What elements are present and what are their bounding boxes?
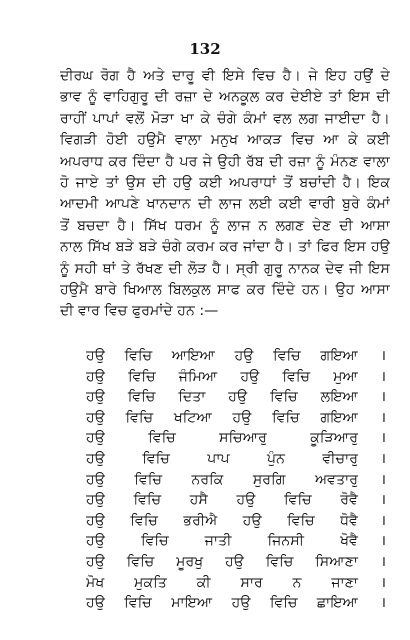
verse-text: ਹਉ ਵਿਚਿ ਦਿਤਾ ਹਉ ਵਿਚਿ ਲਇਆ (86, 389, 358, 406)
verse-line (86, 346, 386, 367)
verse-end-mark: । (380, 553, 386, 570)
verse-text: ਮੋਖ ਮੁਕਤਿ ਕੀ ਸਾਰ ਨ ਜਾਣਾ (86, 574, 358, 591)
verse-end-mark: । (380, 450, 386, 467)
verse-text: ਹਉ ਵਿਚਿ ਆਇਆ ਹਉ ਵਿਚਿ ਗਇਆ (86, 348, 358, 364)
verse-line (86, 531, 386, 552)
verse-line (86, 428, 386, 449)
prose-line: ਹਉਮੈ ਬਾਰੇ ਖਿਆਲ ਬਿਲਕੁਲ ਸਾਫ ਕਰ ਦਿੰਦੇ ਹਨ। ਉਹ ਆਸਾ (60, 282, 390, 299)
verse-line (86, 387, 386, 408)
verse-text: ਹਉ ਵਿਚਿ ਜੰਮਿਆ ਹਉ ਵਿਚਿ ਮੁਆ (86, 368, 358, 385)
verse-end-mark: । (380, 430, 386, 447)
page-number: 132 (189, 40, 221, 58)
verse-line (86, 408, 386, 429)
verse-line (86, 490, 386, 511)
verse-text: ਹਉ ਵਿਚਿ ਨਰਕਿ ਸੁਰਗਿ ਅਵਤਾਰੁ (86, 471, 358, 488)
prose-paragraph (60, 66, 390, 323)
prose-line: ਤੋਂ ਬਚਦਾ ਹੈ। ਸਿੱਖ ਧਰਮ ਨੂੰ ਲਾਜ ਨ ਲਗਣ ਦੇਣ ਦੀ ਆਸ਼ਾ (60, 217, 390, 234)
prose-line: ਅਪਰਾਧ ਕਰ ਦਿੰਦਾ ਹੈ ਪਰ ਜੇ ਉਹੀ ਰੱਬ ਦੀ ਰਜ਼ਾ ਨੂੰ ਮੰਨਣ ਵਾਲਾ (60, 153, 390, 170)
verse-block (86, 346, 386, 614)
verse-text: ਹਉ ਵਿਚਿ ਪਾਪ ਪੁੰਨ ਵੀਚਾਰੁ (86, 450, 358, 467)
prose-line: ਹੋ ਜਾਏ ਤਾਂ ਉਸ ਦੀ ਹਉ ਕਈ ਅਪਰਾਧਾਂ ਤੋਂ ਬਚਾਂਦੀ ਹੈ। ਇਕ (60, 175, 390, 192)
prose-line: ਵਿਗੜੀ ਹੋਈ ਹਉਮੈ ਵਾਲਾ ਮਨੁਖ ਆਕੜ ਵਿਚ ਆ ਕੇ ਕਈ (60, 132, 390, 149)
prose-line: ਭਾਵ ਨੂੰ ਵਾਹਿਗੁਰੂ ਦੀ ਰਜ਼ਾ ਦੇ ਅਨਕੂਲ ਕਰ ਦੇਈਏ ਤਾਂ ਇਸ ਦੀ (60, 89, 390, 106)
verse-text: ਹਉ ਵਿਚਿ ਸਚਿਆਰੁ ਕੂੜਿਆਰੁ (86, 430, 358, 447)
verse-line (86, 470, 386, 491)
verse-end-mark: । (380, 595, 386, 612)
verse-line (86, 449, 386, 470)
verse-end-mark: । (380, 512, 386, 529)
prose-line: ਦੀਰਘ ਰੋਗ ਹੈ ਅਤੇ ਦਾਰੂ ਵੀ ਇਸੇ ਵਿਚ ਹੈ। ਜੇ ਇਹ ਹਉਂ ਦੇ (60, 68, 390, 84)
verse-text: ਹਉ ਵਿਚਿ ਮੂਰਖੁ ਹਉ ਵਿਚਿ ਸਿਆਣਾ (86, 553, 358, 570)
verse-end-mark: । (380, 574, 386, 591)
verse-text: ਹਉ ਵਿਚਿ ਹਸੈ ਹਉ ਵਿਚਿ ਰੋਵੈ (86, 492, 358, 509)
verse-text: ਹਉ ਵਿਚਿ ਮਾਇਆ ਹਉ ਵਿਚਿ ਛਾਇਆ (86, 595, 358, 612)
prose-line: ਰਾਹੀਂ ਪਾਪਾਂ ਵਲੋਂ ਮੋੜਾ ਖਾ ਕੇ ਚੰਗੇ ਕੰਮਾਂ ਵਲ ਲਗ ਜਾਈਦਾ ਹੈ। (60, 110, 390, 127)
verse-end-mark: । (380, 471, 386, 488)
verse-text: ਹਉ ਵਿਚਿ ਖਟਿਆ ਹਉ ਵਿਚਿ ਗਇਆ (86, 409, 358, 426)
prose-line: ਦੀ ਵਾਰ ਵਿਚ ਫੁਰਮਾਂਦੇ ਹਨ :— (60, 303, 219, 320)
verse-text: ਹਉ ਵਿਚਿ ਜਾਤੀ ਜਿਨਸੀ ਖੋਵੈ (86, 533, 358, 550)
prose-line: ਨਾਲ ਸਿੱਖ ਬੜੇ ਬੜੇ ਚੰਗੇ ਕਰਮ ਕਰ ਜਾਂਦਾ ਹੈ। ਤਾਂ ਫਿਰ ਇਸ ਹਉ (60, 239, 390, 256)
verse-line (86, 552, 386, 573)
verse-line (86, 511, 386, 532)
verse-end-mark: । (380, 348, 386, 364)
verse-end-mark: । (380, 409, 386, 426)
verse-end-mark: । (380, 368, 386, 385)
verse-end-mark: । (380, 492, 386, 509)
prose-line: ਆਦਮੀ ਆਪਣੇ ਖਾਨਦਾਨ ਦੀ ਲਾਜ ਲਈ ਕਈ ਵਾਰੀ ਬੁਰੇ ਕੰਮਾਂ (60, 196, 390, 213)
verse-line (86, 367, 386, 388)
verse-line (86, 593, 386, 614)
verse-end-mark: । (380, 533, 386, 550)
prose-line: ਨੂੰ ਸਹੀ ਥਾਂ ਤੇ ਰੱਖਣ ਦੀ ਲੋੜ ਹੈ। ਸ੍ਰੀ ਗੁਰੂ ਨਾਨਕ ਦੇਵ ਜੀ ਇਸ (60, 260, 390, 277)
verse-text: ਹਉ ਵਿਚਿ ਭਰੀਐ ਹਉ ਵਿਚਿ ਧੋਵੈ (86, 512, 358, 529)
verse-line (86, 573, 386, 594)
verse-end-mark: । (380, 389, 386, 406)
